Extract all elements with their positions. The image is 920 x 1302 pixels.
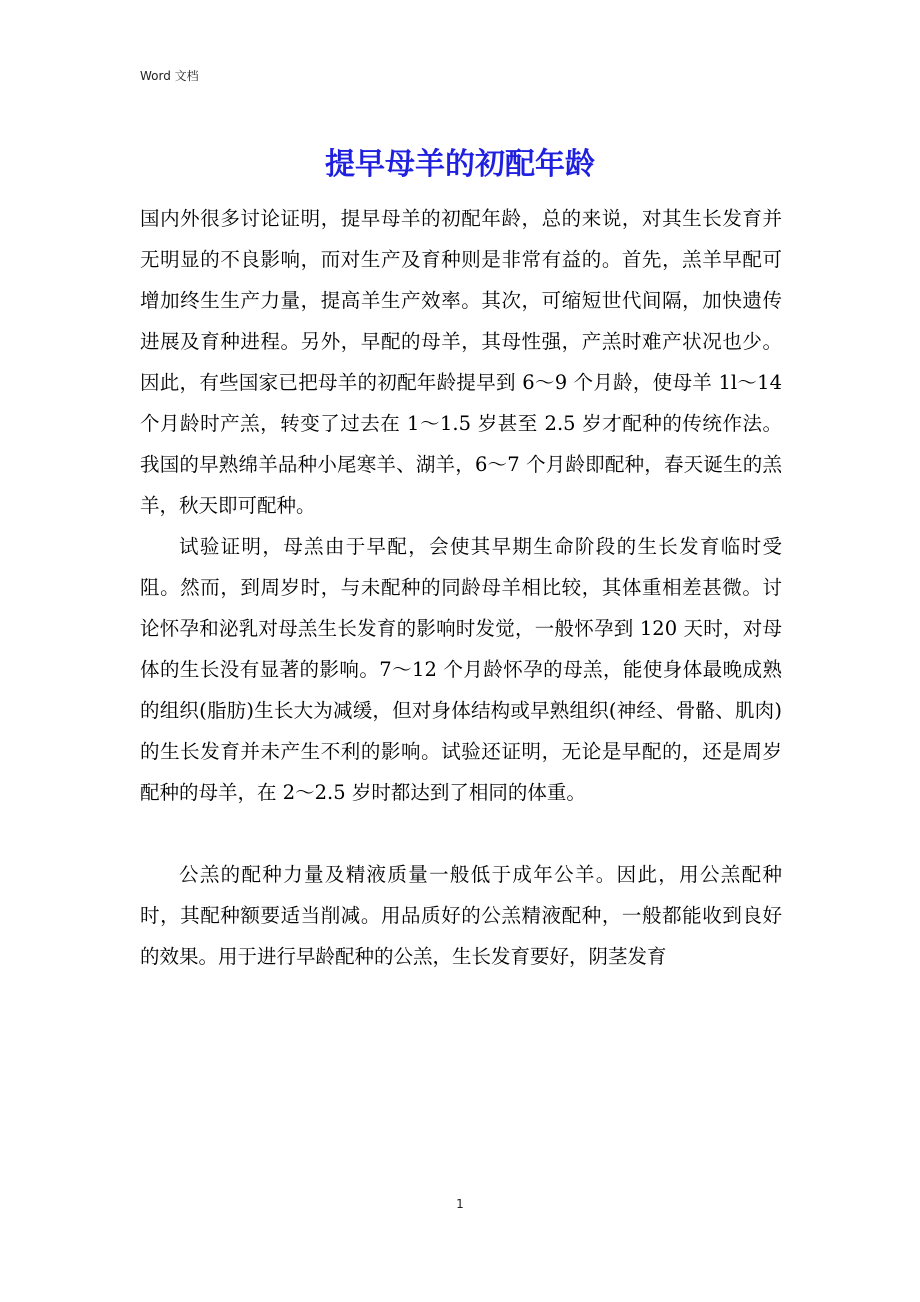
document-title: 提早母羊的初配年龄 xyxy=(325,147,595,182)
page-number: 1 xyxy=(456,1197,464,1211)
document-body xyxy=(140,198,782,977)
paragraph-2: 试验证明，母羔由于早配，会使其早期生命阶段的生长发育临时受阻。然而，到周岁时，与未配种的同龄母羊相比较，其体重相差甚微。讨论怀孕和泌乳对母羔生长发育的影响时发觉，一般怀孕到 120 天时，对母体的生长没有显著的影响。7～12 个月龄怀孕的母羔，能使身体最晚成熟的组织(脂肪)生长大为减缓，但对身体结构或早熟组织(神经、骨骼、肌肉)的生长发育并未产生不利的影响。试验还证明，无论是早配的，还是周岁配种的母羊，在 2～2.5 岁时都达到了相同的体重。 xyxy=(140,535,782,804)
header-label: Word 文档 xyxy=(140,69,199,83)
paragraph-spacer xyxy=(140,813,782,854)
paragraph-3: 公羔的配种力量及精液质量一般低于成年公羊。因此，用公羔配种时，其配种额要适当削减。用品质好的公羔精液配种，一般都能收到良好的效果。用于进行早龄配种的公羔，生长发育要好，阴茎发育 xyxy=(140,863,782,968)
paragraph-1: 国内外很多讨论证明，提早母羊的初配年龄，总的来说，对其生长发育并无明显的不良影响，而对生产及育种则是非常有益的。首先，羔羊早配可增加终生生产力量，提高羊生产效率。其次，可缩短世代间隔，加快遗传进展及育种进程。另外，早配的母羊，其母性强，产羔时难产状况也少。因此，有些国家已把母羊的初配年龄提早到 6～9 个月龄，使母羊 1l～14 个月龄时产羔，转变了过去在 1～1.5 岁甚至 2.5 岁才配种的传统作法。我国的早熟绵羊品种小尾寒羊、湖羊，6～7 个月龄即配种，春天诞生的羔羊，秋天即可配种。 xyxy=(140,207,782,517)
